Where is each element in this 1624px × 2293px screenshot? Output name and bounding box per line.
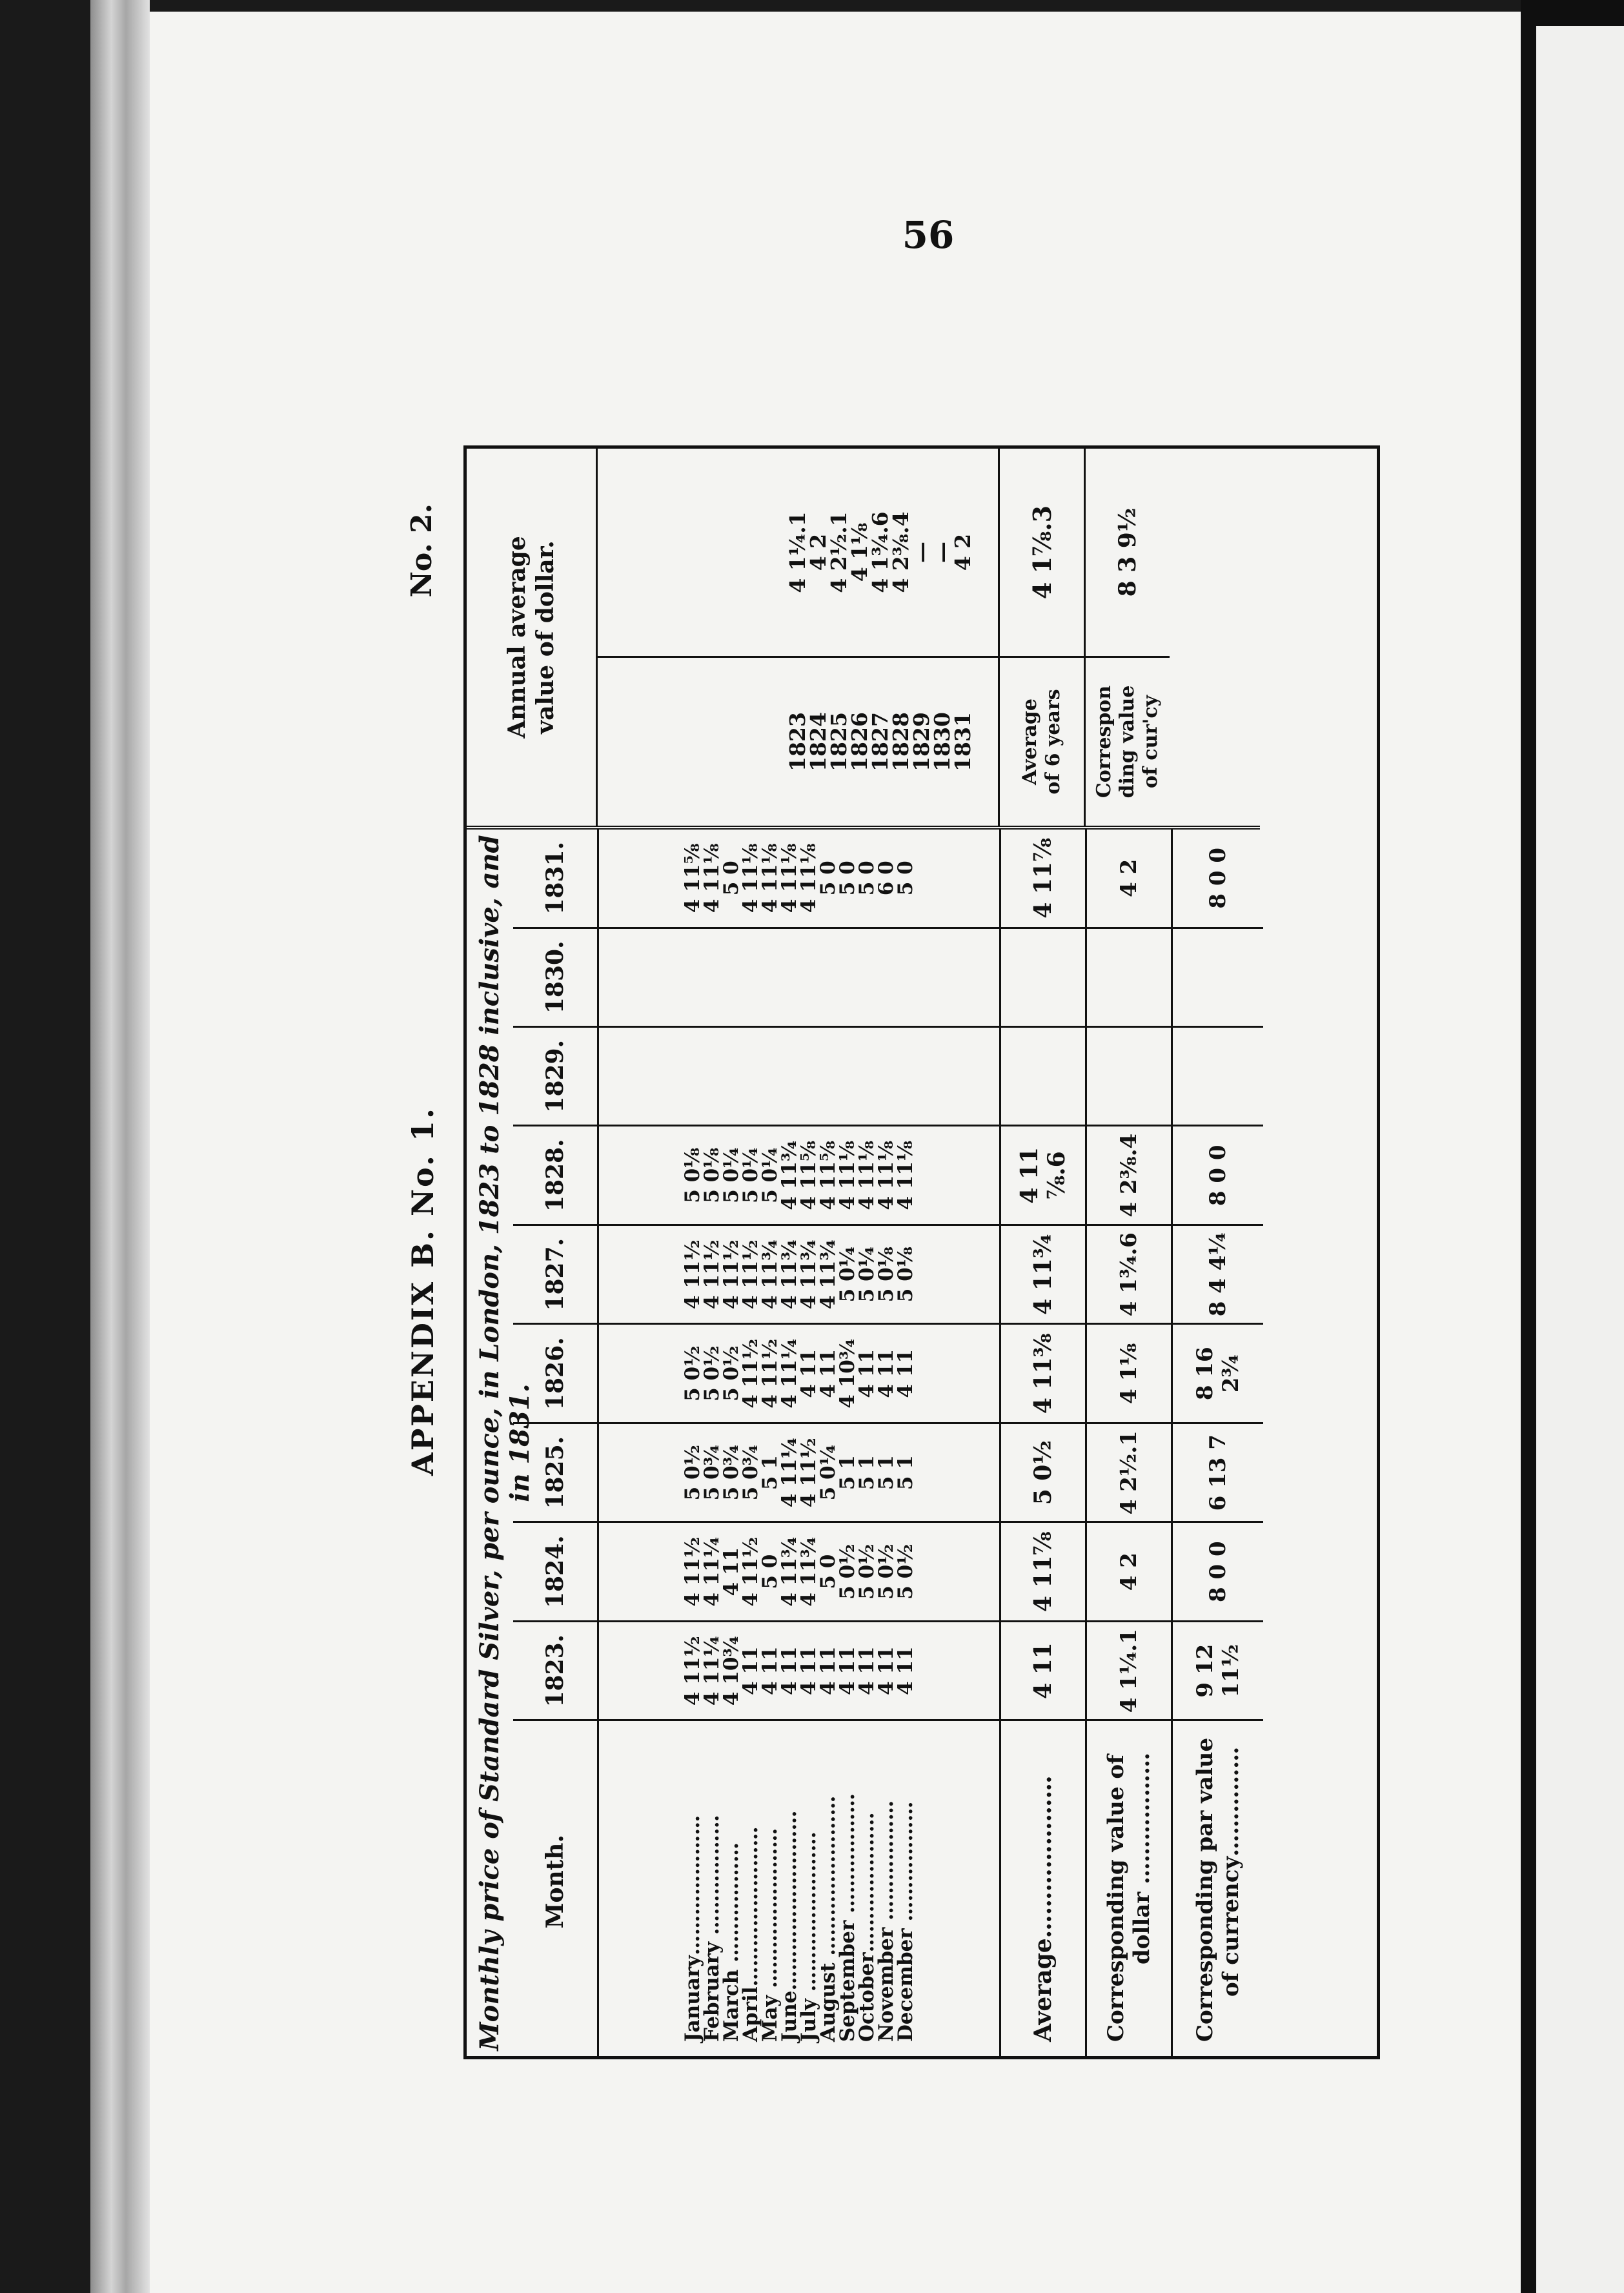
months-row	[598, 830, 1000, 2056]
annual-value: 4 2⅜.4	[888, 511, 913, 593]
corresponding-label	[1086, 1720, 1172, 2056]
year-values-cell	[598, 928, 1000, 1026]
par-value: 8 0 0	[1172, 830, 1264, 928]
monthly-price-value: 5 0¾	[700, 1445, 724, 1501]
monthly-price-value: 4 11	[817, 1349, 840, 1398]
annual-corresponding-value: 8 3 9½	[1114, 507, 1141, 597]
year-values-cell	[598, 1621, 1000, 1720]
year-values-cell	[598, 1126, 1000, 1225]
corresponding-value-row	[1086, 830, 1172, 2056]
corresponding-value: 4 2	[1086, 830, 1172, 928]
monthly-price-value: 4 11⅛	[758, 843, 782, 913]
year-header: 1831.	[513, 830, 598, 928]
monthly-price-value: 4 11¾	[778, 1239, 801, 1310]
corresponding-value: 4 2⅜.4	[1086, 1126, 1172, 1225]
monthly-price-value: 4 11¾	[778, 1536, 801, 1607]
monthly-price-value: 5 0½	[894, 1544, 917, 1600]
monthly-price-value	[896, 1028, 915, 1125]
year-values-cell	[598, 1225, 1000, 1323]
month-label: May ……………………	[758, 1828, 782, 2042]
annual-value: —	[929, 542, 955, 563]
monthly-price-value	[857, 1028, 877, 1125]
month-header: Month.	[513, 1720, 598, 2056]
annual-header-line: value of dollar.	[532, 540, 559, 734]
table-no2-label: No. 2.	[405, 504, 438, 598]
monthly-price-value: 5 0	[758, 1554, 782, 1589]
monthly-price-value	[857, 929, 877, 1026]
annual-value: —	[909, 542, 934, 563]
monthly-price-value: 4 11⅛	[700, 843, 724, 913]
monthly-price-value: 4 11	[797, 1349, 820, 1398]
monthly-price-value	[780, 1028, 799, 1125]
par-value-row	[1172, 830, 1264, 2056]
monthly-price-value	[683, 1028, 702, 1125]
annual-years-list	[785, 658, 975, 826]
monthly-price-value: 5 0	[836, 861, 859, 896]
annual-average-label	[999, 657, 1085, 828]
year-values-cell	[598, 1423, 1000, 1522]
monthly-price-value	[877, 929, 896, 1026]
year-values-cell	[598, 830, 1000, 928]
monthly-price-value: 4 11½	[681, 1636, 704, 1706]
monthly-price-value: 4 11	[855, 1646, 878, 1695]
par-value: 8 16 2¾	[1172, 1324, 1264, 1423]
monthly-price-value	[760, 1028, 780, 1125]
monthly-price-value: 5 0¼	[836, 1247, 859, 1303]
monthly-price-value	[702, 1028, 722, 1125]
annual-values-list	[785, 449, 975, 656]
annual-year: 1830	[929, 712, 955, 771]
corresponding-value	[1086, 1027, 1172, 1126]
monthly-price-value: 4 11½	[720, 1239, 743, 1310]
average-label: Average…………………	[1000, 1720, 1086, 2056]
monthly-price-value: 4 11⅝	[797, 1140, 820, 1210]
monthly-price-value: 4 11	[739, 1646, 762, 1695]
annual-corr-label-line: of cur'cy	[1139, 695, 1162, 789]
annual-average-table	[467, 449, 1260, 830]
par-value: 9 12 11½	[1172, 1621, 1264, 1720]
annual-year: 1827	[868, 712, 893, 771]
annual-value: 4 2	[950, 533, 975, 571]
monthly-price-value: 4 11	[836, 1646, 859, 1695]
monthly-price-value: 4 11	[855, 1349, 878, 1398]
monthly-price-value: 4 11⅝	[681, 843, 704, 913]
year-values-cell	[598, 1027, 1000, 1126]
annual-corr-label-line: Correspon	[1093, 685, 1115, 799]
monthly-price-value: 5 0¼	[855, 1247, 878, 1303]
year-value-list	[683, 929, 915, 1026]
year-value-list	[683, 1028, 915, 1125]
monthly-price-value: 4 11½	[797, 1438, 820, 1508]
year-values-cell	[598, 1522, 1000, 1621]
year-header: 1828.	[513, 1126, 598, 1225]
monthly-price-value	[838, 1028, 857, 1125]
average-value: 4 11⅞	[1000, 1522, 1086, 1621]
monthly-price-value: 5 0½	[681, 1445, 704, 1501]
monthly-price-value: 4 11⅝	[817, 1140, 840, 1210]
monthly-price-value: 5 1	[758, 1455, 782, 1491]
year-value-list	[683, 1226, 915, 1323]
annual-year: 1825	[826, 712, 851, 771]
monthly-price-value	[760, 929, 780, 1026]
corresponding-value: 4 1¾.6	[1086, 1225, 1172, 1323]
monthly-price-value: 5 0⅛	[875, 1247, 898, 1303]
monthly-price-value: 5 0⅛	[894, 1247, 917, 1303]
month-label: April……………………	[739, 1826, 762, 2042]
year-header: 1825.	[513, 1423, 598, 1522]
appendix-title: APPENDIX B. No. 1.	[405, 1106, 440, 1476]
monthly-price-value: 4 11½	[758, 1338, 782, 1409]
annual-year: 1831	[950, 712, 975, 771]
monthly-price-value	[799, 929, 818, 1026]
top-shadow	[150, 0, 1521, 12]
year-value-list	[683, 830, 915, 927]
monthly-price-value: 4 11¼	[778, 1438, 801, 1508]
month-label: March ………………	[720, 1842, 743, 2042]
table-title: Monthly price of Standard Silver, per ounce, in London, 1823 to 1828 inclusive, and in 1831.	[474, 835, 535, 2051]
table-frame	[463, 445, 1380, 2059]
annual-value: 4 1¾.6	[868, 511, 893, 593]
corresponding-label-line: dollar ………………	[1129, 1752, 1155, 1964]
monthly-price-value	[702, 929, 722, 1026]
month-label: November ………………	[875, 1800, 898, 2042]
corresponding-value: 4 2½.1	[1086, 1423, 1172, 1522]
par-label-line: of currency……………	[1218, 1746, 1244, 1997]
monthly-price-value: 4 11½	[681, 1239, 704, 1310]
average-row	[1000, 830, 1086, 2056]
page-number: 56	[902, 213, 955, 257]
monthly-price-value: 5 1	[836, 1455, 859, 1491]
monthly-price-value: 5 0½	[855, 1544, 878, 1600]
monthly-price-value: 5 0	[817, 861, 840, 896]
par-value	[1172, 928, 1264, 1026]
year-value-list	[683, 1325, 915, 1422]
par-value: 8 0 0	[1172, 1522, 1264, 1621]
monthly-price-value: 5 0¾	[739, 1445, 762, 1501]
monthly-price-value: 4 11	[875, 1349, 898, 1398]
monthly-price-value: 5 0	[894, 861, 917, 896]
monthly-price-value: 5 0¼	[758, 1147, 782, 1203]
monthly-price-value: 4 11½	[739, 1536, 762, 1607]
monthly-price-value	[722, 929, 741, 1026]
monthly-price-value: 4 11¾	[797, 1239, 820, 1310]
monthly-price-value: 4 11½	[700, 1239, 724, 1310]
monthly-price-value	[722, 1028, 741, 1125]
monthly-price-value: 4 11¼	[700, 1536, 724, 1607]
corresponding-value: 4 1⅛	[1086, 1324, 1172, 1423]
par-value: 6 13 7	[1172, 1423, 1264, 1522]
annual-value: 4 1¼.1	[785, 511, 810, 593]
monthly-price-value: 4 11⅛	[836, 1140, 859, 1210]
average-value	[1000, 1027, 1086, 1126]
annual-values-cell	[597, 449, 999, 657]
monthly-price-table	[513, 830, 1263, 2056]
monthly-price-value: 4 11¾	[817, 1239, 840, 1310]
average-value: 5 0½	[1000, 1423, 1086, 1522]
monthly-price-value	[818, 929, 838, 1026]
year-value-list	[683, 1126, 915, 1223]
monthly-price-value	[818, 1028, 838, 1125]
year-header: 1829.	[513, 1027, 598, 1126]
corresponding-label-line: Corresponding value of	[1103, 1755, 1129, 2042]
monthly-price-value: 5 0½	[836, 1544, 859, 1600]
monthly-price-value: 4 11	[817, 1646, 840, 1695]
header-row	[513, 830, 598, 2056]
year-header: 1827.	[513, 1225, 598, 1323]
corresponding-value	[1086, 928, 1172, 1026]
monthly-price-value: 5 1	[894, 1455, 917, 1491]
annual-value: 4 2	[806, 533, 831, 571]
annual-year: 1823	[785, 712, 810, 771]
monthly-price-value: 4 11⅛	[894, 1140, 917, 1210]
year-header: 1830.	[513, 928, 598, 1026]
monthly-price-value: 4 11	[720, 1547, 743, 1596]
monthly-price-value: 4 10¾	[720, 1636, 743, 1706]
monthly-price-value: 5 0¼	[720, 1147, 743, 1203]
monthly-price-value	[741, 1028, 760, 1125]
par-label-line: Corresponding par value	[1192, 1737, 1218, 2042]
average-value	[1000, 928, 1086, 1026]
monthly-price-value: 4 11¼	[700, 1636, 724, 1706]
annual-blank-row	[1170, 449, 1260, 828]
year-header: 1823.	[513, 1621, 598, 1720]
monthly-price-value: 5 0½	[700, 1345, 724, 1401]
month-label: January…………………	[681, 1815, 704, 2042]
rotated-table-area	[405, 433, 1335, 2150]
average-value: 4 11¾	[1000, 1225, 1086, 1323]
monthly-price-value: 4 11⅛	[778, 843, 801, 913]
annual-header	[467, 449, 597, 828]
monthly-price-value: 4 11⅛	[855, 1140, 878, 1210]
monthly-price-value	[741, 929, 760, 1026]
monthly-price-value: 4 11⅛	[797, 843, 820, 913]
year-values-cell	[598, 1324, 1000, 1423]
year-header: 1826.	[513, 1324, 598, 1423]
monthly-price-value: 6 0	[875, 861, 898, 896]
annual-value: 4 2½.1	[826, 511, 851, 593]
monthly-price-value: 4 11½	[739, 1338, 762, 1409]
monthly-price-value: 5 0½	[720, 1345, 743, 1401]
monthly-price-value	[799, 1028, 818, 1125]
month-label: October…………………	[855, 1812, 878, 2042]
annual-average-label-line: Average	[1019, 698, 1041, 785]
year-value-list	[683, 1622, 915, 1719]
month-label: February ………………	[700, 1815, 724, 2042]
average-value: 4 11⅜	[1000, 1324, 1086, 1423]
monthly-price-value: 4 11	[778, 1646, 801, 1695]
monthly-price-value: 4 11	[797, 1646, 820, 1695]
monthly-price-value: 5 0½	[875, 1544, 898, 1600]
average-value: 4 11	[1000, 1621, 1086, 1720]
monthly-price-value: 4 11	[894, 1349, 917, 1398]
facing-page-edge	[1536, 26, 1624, 2293]
year-header: 1824.	[513, 1522, 598, 1621]
annual-year: 1824	[806, 712, 831, 771]
corresponding-value: 4 2	[1086, 1522, 1172, 1621]
monthly-price-value: 4 11	[894, 1646, 917, 1695]
monthly-price-value: 5 0	[855, 861, 878, 896]
annual-year: 1828	[888, 712, 913, 771]
month-list	[683, 1721, 915, 2042]
annual-corresponding-label	[1085, 657, 1170, 828]
monthly-price-value	[896, 929, 915, 1026]
monthly-price-value: 4 11	[758, 1646, 782, 1695]
corresponding-value: 4 1¼.1	[1086, 1621, 1172, 1720]
monthly-price-value	[683, 929, 702, 1026]
month-label: July ……………………	[797, 1831, 820, 2042]
annual-corr-label-line: ding value	[1116, 685, 1139, 799]
monthly-price-value: 5 0¼	[739, 1147, 762, 1203]
annual-average-label-line: of 6 years	[1042, 689, 1064, 795]
year-value-list	[683, 1523, 915, 1620]
monthly-price-value: 5 1	[875, 1455, 898, 1491]
annual-average-value: 4 1⅞.3	[999, 449, 1085, 657]
monthly-price-value: 4 11½	[681, 1536, 704, 1607]
year-value-list	[683, 1424, 915, 1521]
monthly-price-value: 5 0⅛	[700, 1147, 724, 1203]
annual-year: 1826	[847, 712, 872, 771]
monthly-price-value: 4 11⅛	[875, 1140, 898, 1210]
par-value: 8 4 4¼	[1172, 1225, 1264, 1323]
monthly-price-value: 5 0	[720, 861, 743, 896]
par-label	[1172, 1720, 1264, 2056]
annual-year: 1829	[909, 712, 934, 771]
par-value: 8 0 0	[1172, 1126, 1264, 1225]
monthly-price-value: 4 10¾	[836, 1338, 859, 1409]
book-page-edges	[90, 0, 150, 2293]
monthly-price-value: 4 11½	[739, 1239, 762, 1310]
monthly-price-value: 4 11⅛	[739, 843, 762, 913]
monthly-price-value: 5 0¼	[817, 1445, 840, 1501]
monthly-price-value: 4 11¾	[778, 1140, 801, 1210]
month-label: December ………………	[894, 1801, 917, 2042]
month-list-cell	[598, 1720, 1000, 2056]
annual-value: 4 1⅛	[847, 522, 872, 582]
monthly-price-value: 4 11¼	[778, 1338, 801, 1409]
monthly-price-value: 5 0⅛	[681, 1147, 704, 1203]
monthly-price-value: 5 0	[817, 1554, 840, 1589]
average-value: 4 11 ⅞.6	[1000, 1126, 1086, 1225]
monthly-price-value: 5 1	[855, 1455, 878, 1491]
annual-header-line: Annual average	[503, 536, 531, 739]
month-label: August ……………………	[817, 1795, 840, 2042]
month-label: June………………………	[778, 1810, 801, 2042]
monthly-price-value	[780, 929, 799, 1026]
monthly-price-value	[838, 929, 857, 1026]
par-value	[1172, 1027, 1264, 1126]
month-label: September ………………	[836, 1793, 859, 2042]
monthly-price-value: 5 0½	[681, 1345, 704, 1401]
monthly-price-value: 5 0¾	[720, 1445, 743, 1501]
average-value: 4 11⅞	[1000, 830, 1086, 928]
monthly-price-value: 4 11¾	[797, 1536, 820, 1607]
monthly-price-value	[877, 1028, 896, 1125]
monthly-price-value: 4 11¾	[758, 1239, 782, 1310]
annual-years-cell	[597, 657, 999, 828]
monthly-price-value: 4 11	[875, 1646, 898, 1695]
